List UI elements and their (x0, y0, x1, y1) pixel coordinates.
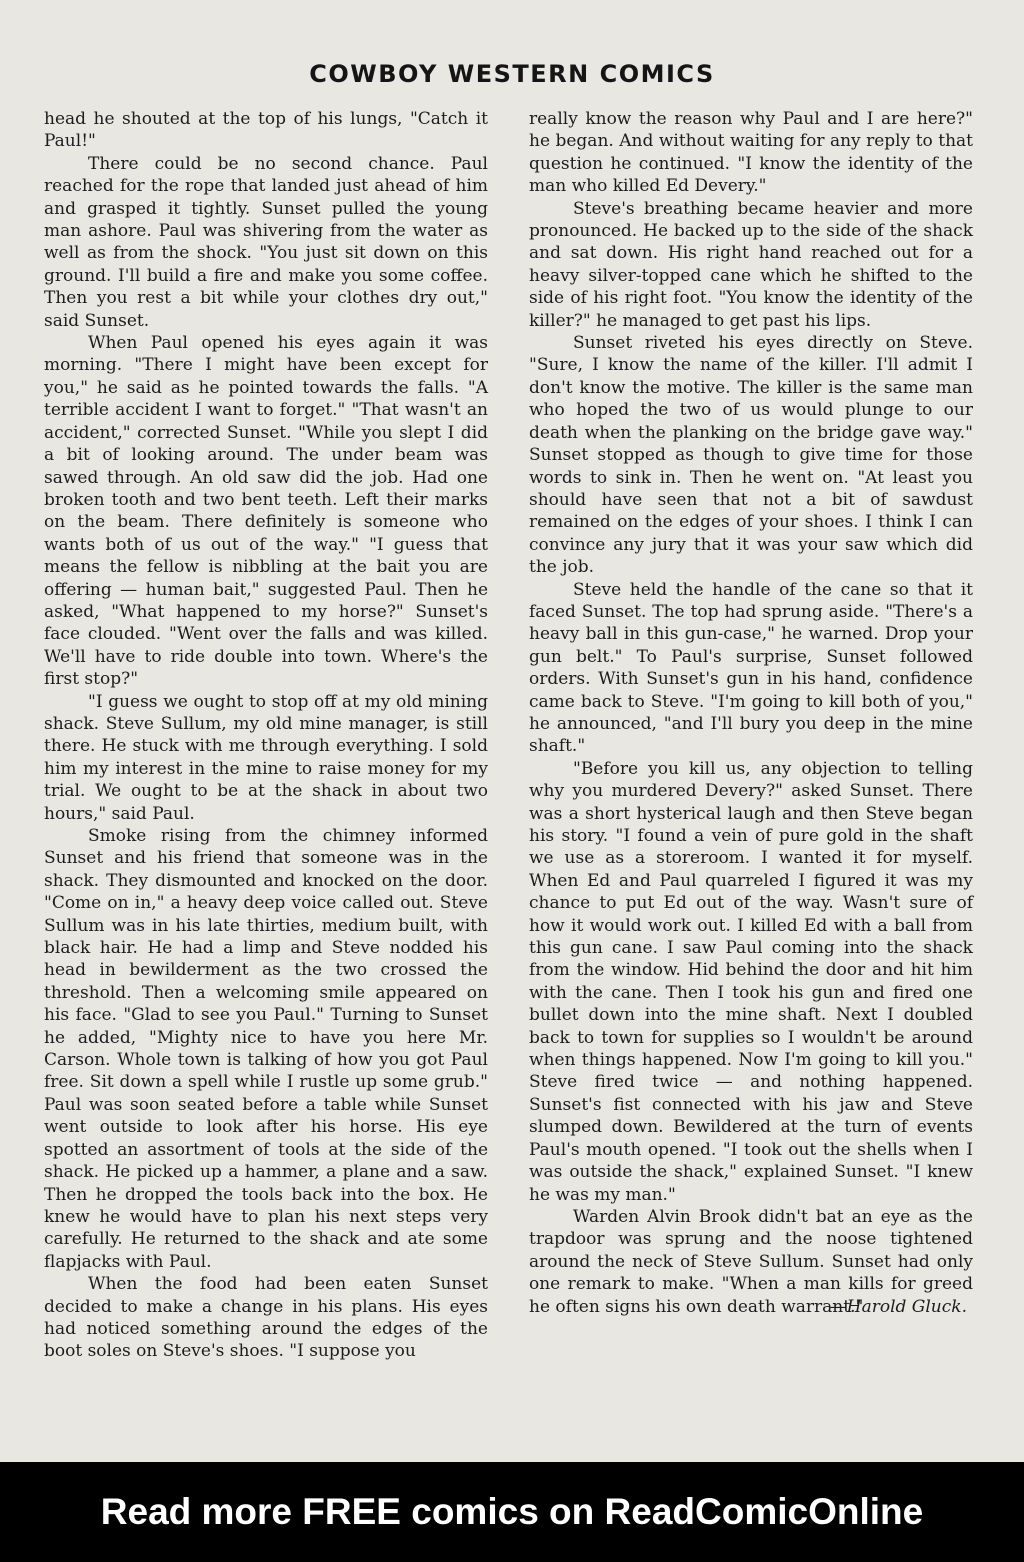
paragraph: Smoke rising from the chimney informed Sunset and his friend that someone was in the shack. They dismounted and knocked on the door. "Come on in," a heavy deep voice called out. Steve Sullum was in his late thirties, medium built, with black hair. He had a limp and Steve nodded his head in bewilderment as the two crossed the threshold. Then a welcoming smile appeared on his face. "Glad to see you Paul." Turning to Sunset he added, "Mighty nice to have you here Mr. Carson. Whole town is talking of how you got Paul free. Sit down a spell while I rustle up some grub." Paul was soon seated before a table while Sunset went outside to look after his horse. His eye spotted an assortment of tools at the side of the shack. He picked up a hammer, a plane and a saw. Then he dropped the tools back into the box. He knew he would have to plan his next steps very carefully. He returned to the shack and ate some flapjacks with Paul. (44, 826, 488, 1272)
page-header: COWBOY WESTERN COMICS (309, 60, 715, 88)
paragraph: When Paul opened his eyes again it was morning. "There I might have been except for you," he said as he pointed towards the falls. "A terrible accident I want to forget." "That wasn't an accident," corrected Sunset. "While you slept I did a bit of looking around. The under beam was sawed through. An old saw did the job. Had one broken tooth and two bent teeth. Left their marks on the beam. There definitely is someone who wants both of us out of the way." "I guess that means the fellow is nibbling at the bait you are offering — human bait," suggested Paul. Then he asked, "What happened to my horse?" Sunset's face clouded. "Went over the falls and was killed. We'll have to ride double into town. Where's the first stop?" (44, 333, 488, 690)
promo-banner[interactable] (0, 1462, 1024, 1562)
left-text-column (44, 108, 488, 1363)
paragraph: "Before you kill us, any objection to telling why you murdered Devery?" asked Sunset. There was a short hysterical laugh and then Steve began his story. "I found a vein of pure gold in the shaft we use as a storeroom. I wanted it for myself. When Ed and Paul quarreled I figured it was my chance to put Ed out of the way. Wasn't sure of how it would work out. I killed Ed with a ball from this gun cane. I saw Paul coming into the shack from the window. Hid behind the door and hit him with the cane. Then I took his gun and fired one bullet down into the mine shaft. Next I doubled back to town for supplies so I wouldn't be around when things happened. Now I'm going to kill you." Steve fired twice — and nothing happened. Sunset's fist connected with his jaw and Steve slumped down. Bewildered at the turn of events Paul's mouth opened. "I took out the shells when I was outside the shack," explained Sunset. "I knew he was my man." (529, 758, 973, 1205)
paragraph: head he shouted at the top of his lungs, "Catch it Paul!" (44, 109, 488, 152)
paragraph: There could be no second chance. Paul reached for the rope that landed just ahead of him and grasped it tightly. Sunset pulled the young man ashore. Paul was shivering from the water as well as from the shock. "You just sit down on this ground. I'll build a fire and make you some coffee. Then you rest a bit while your clothes dry out," said Sunset. (44, 153, 488, 331)
paragraph: "I guess we ought to stop off at my old mining shack. Steve Sullum, my old mine manager, is still there. He stuck with me through everything. I sold him my interest in the mine to raise money for my trial. We ought to be at the shack in about two hours," said Paul. (44, 691, 488, 824)
right-text-column (529, 108, 973, 1318)
paragraph: When the food had been eaten Sunset decided to make a change in his plans. His eyes had noticed something around the edges of the boot soles on Steve's shoes. "I suppose you (44, 1274, 488, 1362)
paragraph: really know the reason why Paul and I are here?" he began. And without waiting for any reply to that question he continued. "I know the identity of the man who killed Ed Devery." (529, 109, 973, 197)
paragraph: Warden Alvin Brook didn't bat an eye as the trapdoor was sprung and the noose tightened around the neck of Steve Sullum. Sunset had only one remark to make. "When a man kills for greed he often signs his own death warrant." (529, 1206, 973, 1317)
paragraph: Steve held the handle of the cane so that it faced Sunset. The top had sprung aside. "There's a heavy ball in this gun-case," he warned. Drop your gun belt." To Paul's surprise, Sunset followed orders. With Sunset's gun in his hand, confidence came back to Steve. "I'm going to kill both of you," he announced, "and I'll bury you deep in the mine shaft." (529, 579, 973, 757)
promo-banner-text: Read more FREE comics on ReadComicOnline (100, 1491, 924, 1532)
paragraph: Steve's breathing became heavier and more pronounced. He backed up to the side of the shack and sat down. His right hand reached out for a heavy silver-topped cane which he shifted to the side of his right foot. "You know the identity of the killer?" he managed to get past his lips. (529, 198, 973, 331)
paragraph: Sunset riveted his eyes directly on Steve. "Sure, I know the name of the killer. I'll admit I don't know the motive. The killer is the same man who hoped the two of us would plunge to our death when the planking on the bridge gave way." Sunset stopped as though to give time for those words to sink in. Then he went on. "At least you should have seen that not a bit of sawdust remained on the edges of your shoes. I think I can convince any jury that it was your saw which did the job. (529, 333, 973, 578)
author-signature: —Harold Gluck. (829, 1296, 967, 1317)
